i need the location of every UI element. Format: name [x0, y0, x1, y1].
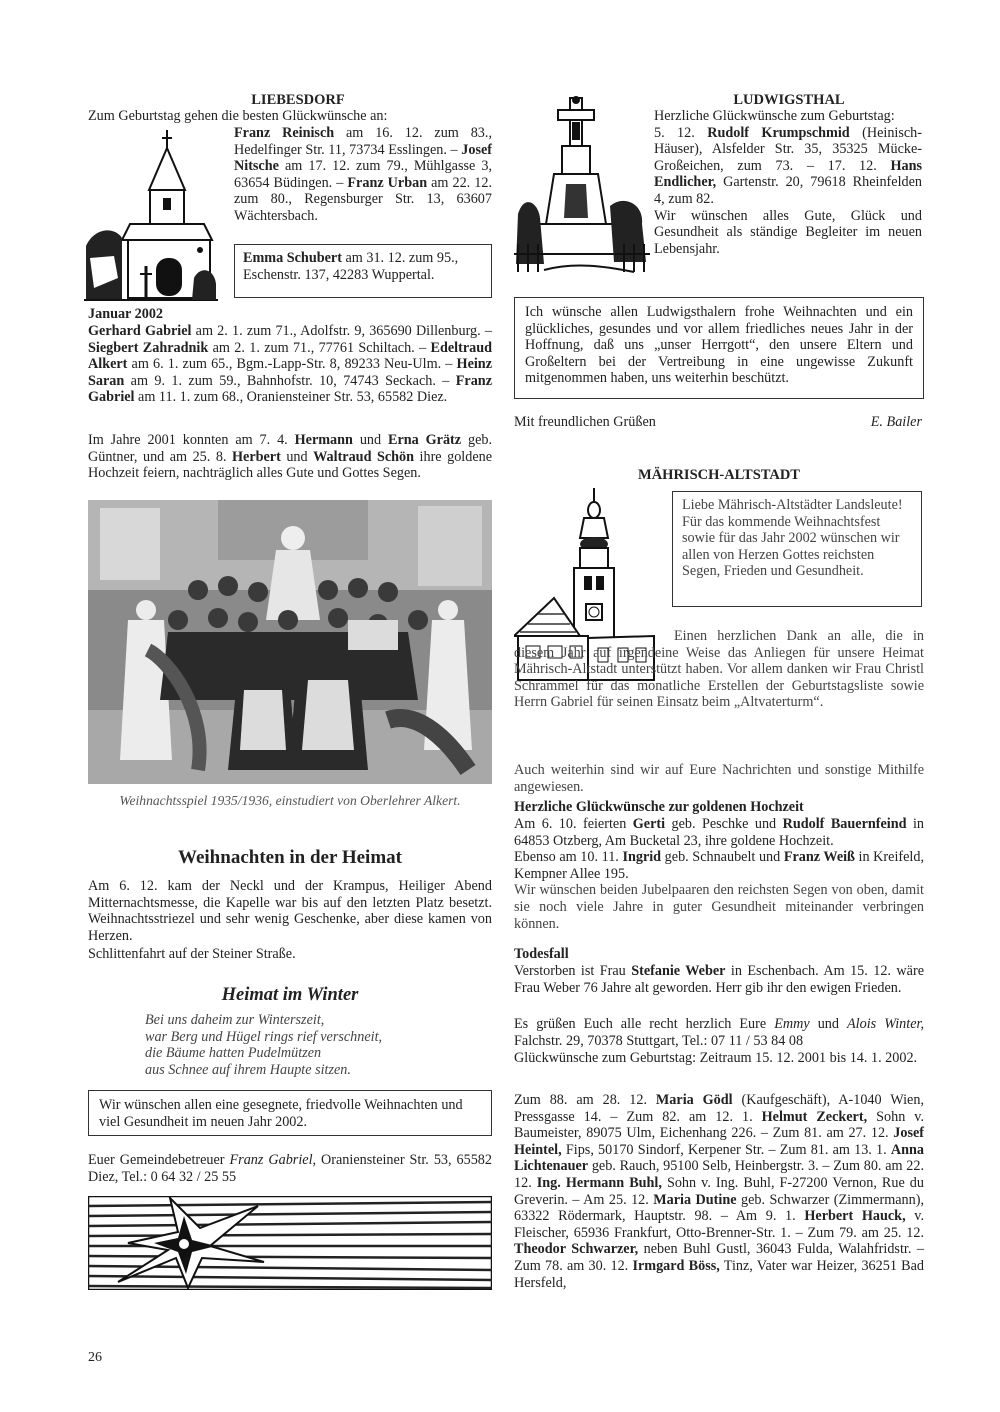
- ludwigsthal-author: E. Bailer: [870, 414, 922, 430]
- photo-caption: Weihnachtsspiel 1935/1936, einstudiert von Oberlehrer Alkert.: [119, 793, 461, 808]
- liebesdorf-title: LIEBESDORF: [251, 92, 345, 108]
- ludwigsthal-text: Herzliche Glückwünsche zum Geburtstag: 5. 12. Rudolf Krumpschmid (Heinisch-Häuser), Alsfelder Str. 35, 35325 Mücke-Großeichen, zum 73. – 17. 12. Hans Endlicher, Gartenstr. 20, 79618 Rheinfelden 4, zum 82. Wir wünschen alles Gute, Glück und Gesundheit als ständige Begleiter im neuen Lebensjahr.: [654, 108, 922, 257]
- ludwigsthal-greeting: Mit freundlichen Grüßen: [514, 414, 656, 430]
- christmas-play-photo: [88, 500, 492, 784]
- winter-greeting: Es grüßen Euch alle recht herzlich Eure Emmy und Alois Winter, Falchstr. 29, 70378 Stuttgart, Tel.: 07 11 / 53 84 08: [514, 1016, 924, 1049]
- signature: Euer Gemeindebetreuer Franz Gabriel, Oraniensteiner Str. 53, 65582 Diez, Tel.: 0 64 32 / 25 55: [88, 1152, 492, 1185]
- ludwigsthal-title: LUDWIGSTHAL: [733, 92, 845, 108]
- altstadt-birthday-list: Zum 88. am 28. 12. Maria Gödl (Kaufgeschäft), A-1040 Wien, Pressgasse 14. – Zum 82. am 12. 1. Helmut Zeckert, Sohn v. Baumeister, 89075 Ulm, Eichenhang 226. – Zum 81. am 27. 12. Josef Heintel, Fips, 50170 Sindorf, Kerpener Str. – Zum 81. am 13. 1. Anna Lichtenauer geb. Rauch, 95100 Selb, Heinbergstr. 3. – Zum 80. am 22. 12. Ing. Hermann Buhl, Sohn v. Ing. Buhl, F-27200 Vernon, Rue du Greverin. – Am 25. 12. Maria Dutine geb. Schwarzer (Zimmermann), 63322 Rödermark, Hauptstr. 98. – Am 9. 1. Herbert Hauck, v. Fleischer, 65936 Frankfurt, Otto-Brenner-Str. 1. – Zum 79. am 25. 12. Theodor Schwarzer, neben Buhl Gustl, 36043 Fulda, Walahfridstr. – Zum 78. am 30. 12. Irmgard Böss, Tinz, Vater war Heizer, 36251 Bad Hersfeld,: [514, 1092, 925, 1291]
- birthday-range: Glückwünsche zum Geburtstag: Zeitraum 15. 12. 2001 bis 14. 1. 2002.: [514, 1050, 918, 1066]
- poem-line: aus Schnee auf ihrem Haupte sitzen.: [145, 1061, 351, 1078]
- death-text: Verstorben ist Frau Stefanie Weber in Eschenbach. Am 15. 12. wäre Frau Weber 76 Jahre alt geworden. Herr gib ihr den ewigen Frieden.: [514, 963, 924, 996]
- star-icon: [88, 1196, 492, 1290]
- gold-wedding-text: Am 6. 10. feierten Gerti geb. Peschke und Rudolf Bauernfeind in 64853 Otzberg, Am Bucketal 23, ihre goldene Hochzeit. Ebenso am 10. 11. Ingrid geb. Schnaubelt und Franz Weiß in Kreifeld, Kempner Allee 195. Wir wünschen beiden Jubelpaaren den reichsten Segen von oben, damit sie noch viele Jahre in guter Gesundheit miteinander verbringen können.: [514, 816, 924, 932]
- death-title: Todesfall: [514, 946, 569, 962]
- wayside-cross-drawing: [514, 94, 654, 282]
- altstadt-greeting-box: Liebe Mährisch-Altstädter Landsleute! Für das kommende Weihnachtsfest sowie für das Jahr 2002 wünschen wir allen von Herzen Gottes reichsten Segen, Frieden und Gesundheit.: [672, 491, 922, 607]
- januar-entries: Gerhard Gabriel am 2. 1. zum 71., Adolfstr. 9, 365690 Dillenburg. – Siegbert Zahradnik am 2. 1. zum 71., 77761 Schiltach. – Edeltraud Alkert am 6. 1. zum 65., Bgm.-Lapp-Str. 8, 89233 Neu-Ulm. – Heinz Saran am 9. 1. zum 59., Bahnhofstr. 10, 74743 Seckach. – Franz Gabriel am 11. 1. zum 68., Oraniensteiner Str. 53, 65582 Diez.: [88, 323, 492, 406]
- church-drawing: [84, 128, 218, 304]
- poem-title: Heimat im Winter: [221, 985, 359, 1005]
- emma-schubert-box: Emma Schubert am 31. 12. zum 95., Eschenstr. 137, 42283 Wuppertal.: [234, 244, 492, 298]
- weihnachten-title: Weihnachten in der Heimat: [178, 847, 402, 868]
- weihnachten-text: Am 6. 12. kam der Neckl und der Krampus, Heiliger Abend Mitternachtsmesse, die Kapelle war bis auf den letzten Platz besetzt. Weihnachtsstriezel und sehr wenig Geschenke, aber diese kamen von Herzen.: [88, 878, 492, 944]
- altstadt-news: Auch weiterhin sind wir auf Eure Nachrichten und sonstige Mithilfe angewiesen.: [514, 762, 924, 795]
- poem-line: die Bäume hatten Pudelmützen: [145, 1045, 322, 1062]
- liebesdorf-entries: Franz Reinisch am 16. 12. zum 83., Hedelfinger Str. 11, 73734 Esslingen. – Josef Nitsche am 17. 12. zum 79., Mühlgasse 3, 63654 Büdingen. – Franz Urban am 22. 12. zum 80., Regensburger Str. 13, 63607 Wächtersbach.: [234, 125, 492, 224]
- gold-wedding-title: Herzliche Glückwünsche zur goldenen Hochzeit: [514, 799, 804, 815]
- wishes-box: Wir wünschen allen eine gesegnete, friedvolle Weihnachten und viel Gesundheit im neuen Jahr 2002.: [88, 1090, 492, 1136]
- altstadt-title: MÄHRISCH-ALTSTADT: [638, 467, 800, 483]
- cross-icon: [514, 94, 654, 282]
- weihnachten-text2: Schlittenfahrt auf der Steiner Straße.: [88, 946, 296, 962]
- altstadt-thanks: Einen herzlichen Dank an alle, die in diesem Jahr auf irgendeine Weise das Anliegen für unsere Heimat Mährisch-Altstadt unterstützt haben. Vor allem danken wir Frau Christl Schrammel für das monatliche Erstellen der Geburtstagsliste sowie Herrn Gabriel für seinen Einsatz beim „Altvaterturm“.: [514, 628, 924, 711]
- church-icon: [84, 128, 218, 304]
- liebesdorf-intro: Zum Geburtstag gehen die besten Glückwünsche an:: [88, 108, 388, 124]
- poem-line: war Berg und Hügel rings rief verschneit,: [145, 1028, 383, 1045]
- januar-heading: Januar 2002: [88, 306, 164, 322]
- ludwigsthal-box: Ich wünsche allen Ludwigsthalern frohe Weihnachten und ein glückliches, gesundes und vor allem friedliches neues Jahr in der Hoffnung, daß uns „unser Herrgott“, den unsere Eltern und Großeltern bei der Vertreibung in eine ungewisse Zukunft mitgenommen haben, uns weiterhin beschützt.: [514, 297, 924, 399]
- poem-line: Bei uns daheim zur Winterszeit,: [145, 1012, 325, 1028]
- page-number: 26: [88, 1350, 102, 1365]
- star-woodcut: [88, 1196, 492, 1290]
- poem-lines: [145, 1012, 485, 1078]
- golden-wedding-text: Im Jahre 2001 konnten am 7. 4. Hermann und Erna Grätz geb. Güntner, und am 25. 8. Herbert und Waltraud Schön ihre goldene Hochzeit feiern, nachträglich alles Gute und Gottes Segen.: [88, 432, 493, 482]
